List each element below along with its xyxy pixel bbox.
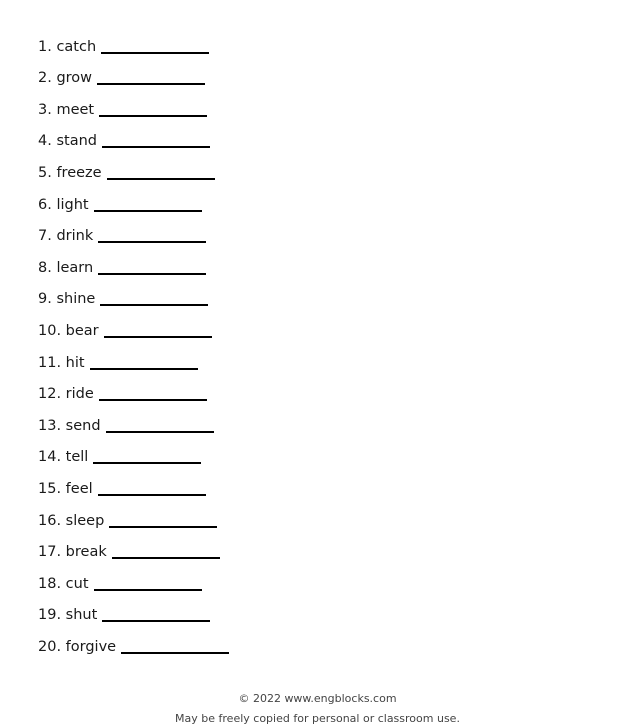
item-word: light (56, 196, 89, 213)
item-number: 2. (38, 70, 52, 87)
item-word: drink (56, 228, 94, 245)
worksheet-item (38, 372, 229, 404)
worksheet-item (38, 150, 229, 182)
worksheet-item (38, 182, 229, 214)
item-word: cut (65, 575, 89, 592)
item-number: 1. (38, 38, 52, 55)
worksheet-item (38, 498, 229, 530)
answer-blank (106, 431, 214, 433)
item-word: bear (65, 322, 99, 339)
worksheet-item (38, 308, 229, 340)
answer-blank (102, 146, 210, 148)
answer-blank (99, 399, 207, 401)
item-number: 11. (38, 354, 62, 371)
worksheet-item (38, 277, 229, 309)
item-number: 10. (38, 322, 62, 339)
item-word: shut (65, 607, 98, 624)
item-number: 15. (38, 480, 62, 497)
worksheet-item (38, 530, 229, 562)
answer-blank (102, 620, 210, 622)
item-number: 12. (38, 386, 62, 403)
item-word: hit (65, 354, 85, 371)
answer-blank (94, 210, 202, 212)
footer-note: May be freely copied for personal or classroom use. (175, 712, 460, 725)
item-word: shine (56, 291, 96, 308)
worksheet-item (38, 435, 229, 467)
item-number: 9. (38, 291, 52, 308)
item-number: 6. (38, 196, 52, 213)
item-word: break (65, 544, 107, 561)
item-word: stand (56, 133, 97, 150)
item-number: 7. (38, 228, 52, 245)
answer-blank (90, 368, 198, 370)
worksheet-item (38, 466, 229, 498)
answer-blank (112, 557, 220, 559)
item-word: forgive (65, 638, 117, 655)
answer-blank (99, 115, 207, 117)
worksheet-item (38, 593, 229, 625)
answer-blank (104, 336, 212, 338)
answer-blank (94, 589, 202, 591)
footer-copyright: © 2022 www.engblocks.com (238, 692, 397, 705)
item-word: learn (56, 259, 94, 276)
item-number: 17. (38, 544, 62, 561)
worksheet-item (38, 24, 229, 56)
worksheet-item (38, 340, 229, 372)
item-number: 5. (38, 164, 52, 181)
answer-blank (101, 52, 209, 54)
worksheet-item (38, 214, 229, 246)
answer-blank (121, 652, 229, 654)
answer-blank (98, 241, 206, 243)
item-number: 3. (38, 101, 52, 118)
item-word: send (65, 417, 101, 434)
item-word: freeze (56, 164, 102, 181)
answer-blank (100, 304, 208, 306)
item-number: 8. (38, 259, 52, 276)
answer-blank (97, 83, 205, 85)
item-number: 4. (38, 133, 52, 150)
item-number: 13. (38, 417, 62, 434)
verb-worksheet-list (38, 24, 229, 656)
item-number: 18. (38, 575, 62, 592)
worksheet-item (38, 87, 229, 119)
answer-blank (98, 273, 206, 275)
worksheet-item (38, 119, 229, 151)
item-word: meet (56, 101, 95, 118)
item-word: feel (65, 480, 93, 497)
answer-blank (98, 494, 206, 496)
answer-blank (93, 462, 201, 464)
item-number: 19. (38, 607, 62, 624)
item-word: catch (56, 38, 97, 55)
worksheet-item (38, 403, 229, 435)
item-number: 16. (38, 512, 62, 529)
item-word: grow (56, 70, 93, 87)
worksheet-item (38, 561, 229, 593)
worksheet-item (38, 245, 229, 277)
worksheet-item (38, 624, 229, 656)
item-word: sleep (65, 512, 105, 529)
answer-blank (109, 526, 217, 528)
worksheet-item (38, 56, 229, 88)
item-number: 20. (38, 638, 62, 655)
answer-blank (107, 178, 215, 180)
item-word: tell (65, 449, 89, 466)
item-number: 14. (38, 449, 62, 466)
item-word: ride (65, 386, 94, 403)
